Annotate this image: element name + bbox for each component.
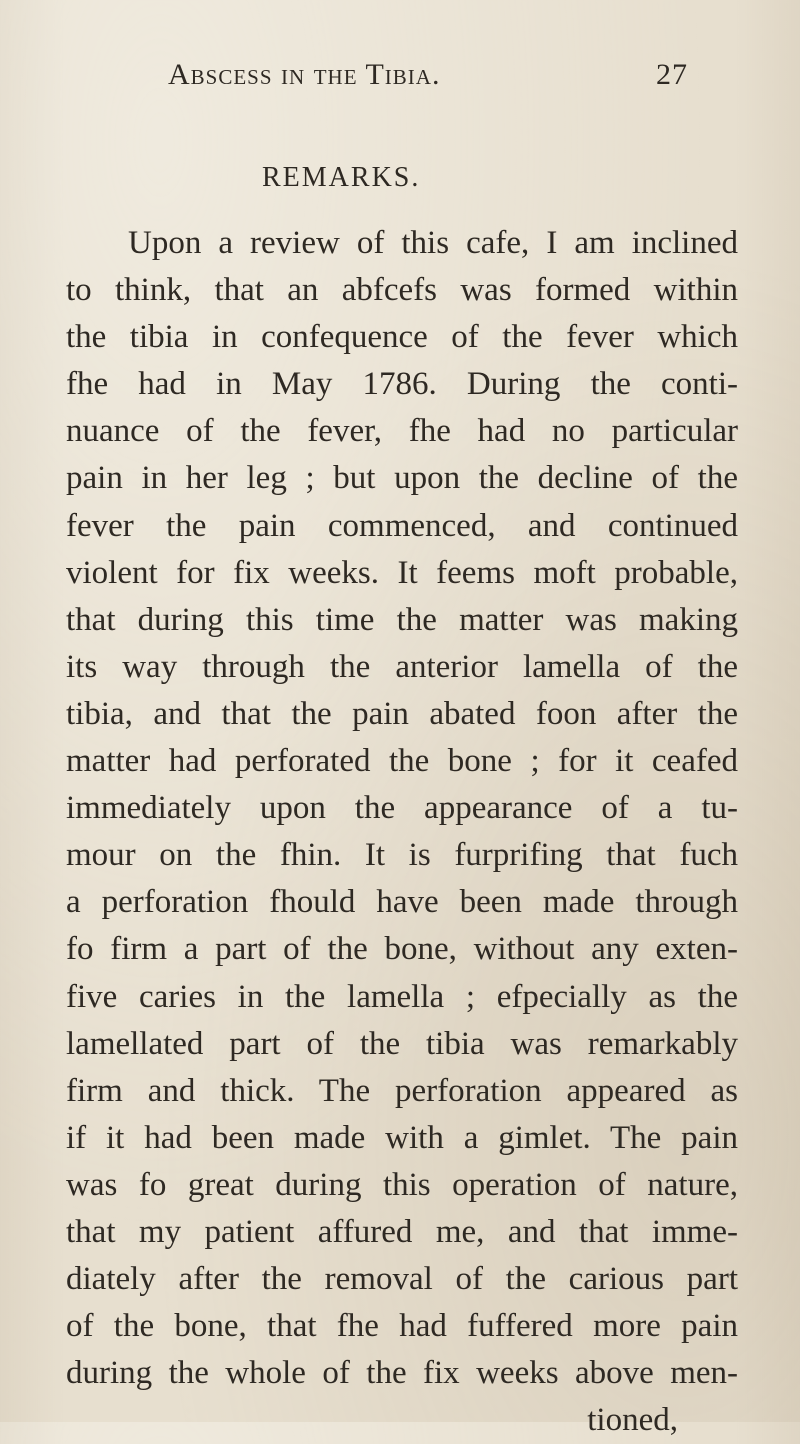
text-line: tibia, and that the pain abated foon after the (66, 695, 738, 732)
text-line: that during this time the matter was making (66, 601, 738, 638)
text-line: pain in her leg ; but upon the decline of the (66, 460, 738, 497)
text-line: of the bone, that fhe had fuffered more pain (66, 1308, 738, 1345)
text-line: the tibia in confequence of the fever which (66, 319, 738, 356)
text-line: matter had perforated the bone ; for it ceafed (66, 743, 738, 780)
text-line: diately after the removal of the carious part (66, 1261, 738, 1298)
text-line: to think, that an abfcefs was formed within (66, 272, 738, 309)
text-line: a perforation fhould have been made through (66, 884, 738, 921)
catchword: tioned, (587, 1402, 678, 1439)
text-line: fo firm a part of the bone, without any exten- (66, 931, 738, 968)
text-line: immediately upon the appearance of a tu- (66, 790, 738, 827)
page-number: 27 (656, 58, 688, 91)
text-line: lamellated part of the tibia was remarkably (66, 1025, 738, 1062)
text-line: fhe had in May 1786. During the conti- (66, 366, 738, 403)
body-text (66, 220, 738, 1444)
text-line: fever the pain commenced, and continued (66, 507, 738, 544)
text-line: mour on the fhin. It is furprifing that fuch (66, 837, 738, 874)
text-line: five caries in the lamella ; efpecially as the (66, 978, 738, 1015)
running-head (168, 58, 688, 102)
text-line: its way through the anterior lamella of the (66, 648, 738, 685)
running-head-title: Abscess in the Tibia. (168, 58, 441, 91)
text-line: firm and thick. The perforation appeared as (66, 1072, 738, 1109)
text-line: Upon a review of this cafe, I am inclined (128, 225, 738, 261)
text-line: nuance of the fever, fhe had no particular (66, 413, 738, 450)
section-title: REMARKS. (262, 162, 421, 193)
text-line: if it had been made with a gimlet. The pain (66, 1119, 738, 1156)
text-line: was fo great during this operation of nature, (66, 1166, 738, 1203)
text-line: during the whole of the fix weeks above men- (66, 1355, 738, 1392)
text-line: that my patient affured me, and that imme- (66, 1213, 738, 1250)
text-line: violent for fix weeks. It feems moft probable, (66, 554, 738, 591)
